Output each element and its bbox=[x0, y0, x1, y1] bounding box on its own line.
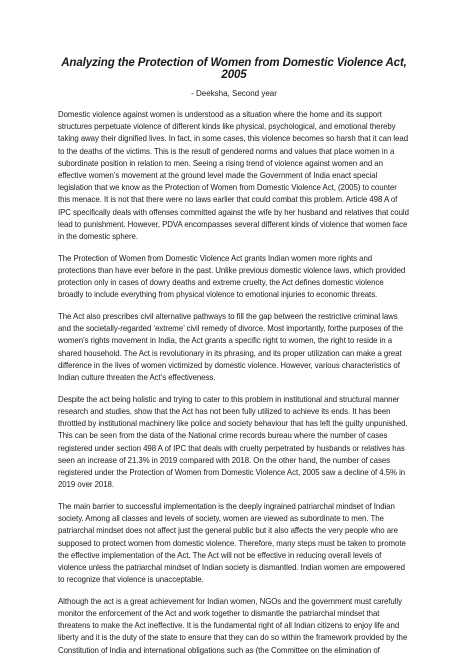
document-author: - Deeksha, Second year bbox=[191, 89, 277, 98]
paragraph-1: Domestic violence against women is understood as a situation where the home and its support structures perpetuate violence of different kinds like physical, psychological, and emotional thereby taking away their dignified lives. In fact, in some cases, this violence becomes so harsh that it can lead to the deaths of the victims. This is the result of gendered norms and values that place women in a subordinate position in relation to men. Seeing a rising trend of violence against women and an effective women’s movement at the ground level made the Government of India enact special legislation that we know as the Protection of Women from Domestic Violence Act, (2005) to counter this menace. It is not that there were no laws earlier that could combat this problem. Article 498 A of IPC specifically deals with offenses committed against the wife by her husband and relatives that could lead to punishment. However, PDVA encompasses several different kinds of violence that women face in the domestic sphere. bbox=[58, 110, 409, 242]
paragraph-3: The Act also prescribes civil alternative pathways to fill the gap between the restrictive criminal laws and the societally-regarded ‘extreme’ civil remedy of divorce. Most importantly, forthe purposes of the women’s rights movement in India, the Act grants a specific right to women, the right to reside in a shared household. The Act is revolutionary in its phrasing, and its proper utilization can make a great difference in the lives of women victimized by domestic violence. However, various characteristics of Indian culture threaten the Act’s effectiveness. bbox=[58, 312, 403, 383]
paragraph-6: Although the act is a great achievement for Indian women, NGOs and the government must carefully monitor the enforcement of the Act and work together to dismantle the patriarchal mindset that threatens to make the Act ineffective. It is the fundamental right of all Indian citizens to enjoy life and liberty and it is the duty of the state to ensure that they can do so within the framework provided by the Constitution of India and international obligations such as (the Committee on the elimination of bbox=[58, 596, 408, 655]
paragraph-4: Despite the act being holistic and trying to cater to this problem in institutional and structural manner research and studies, show that the Act has not been fully utilized to achieve its ends. It has been throttled by institutional machinery like police and society behaviour that has left the guilty unpunished. This can be seen from the data of the National crime records bureau where the number of cases registered under section 498 A of IPC that deals with cruelty perpetrated by husbands or relatives has seen an increase of 21.3% in 2019 compared with 2018. On the other hand, the number of cases registered under the Protection of Women from Domestic Violence Act, 2005 saw a decline of 4.5% in 2019 over 2018. bbox=[58, 394, 408, 490]
paragraph-5: The main barrier to successful implementation is the deeply ingrained patriarchal mindset of Indian society. Among all classes and levels of society, women are viewed as subordinate to men. The patriarchal mindset does not affect just the general public but it also affects the very people who are supposed to protect women from domestic violence. Therefore, many steps must be taken to promote the effective implementation of the Act. The Act will not be effective in reducing overall levels of violence unless the patriarchal mindset of Indian society is dismantled. Indian women are empowered to recognize that violence is unacceptable. bbox=[58, 501, 406, 585]
document-title: Analyzing the Protection of Women from Domestic Violence Act, 2005 bbox=[61, 57, 407, 81]
paragraph-2: The Protection of Women from Domestic Violence Act grants Indian women more rights and protections than have ever before in the past. Unlike previous domestic violence laws, which provided protection only in cases of dowry deaths and extreme cruelty, the Act defines domestic violence broadly to include everything from physical violence to emotional injuries to economic threats. bbox=[58, 253, 406, 300]
